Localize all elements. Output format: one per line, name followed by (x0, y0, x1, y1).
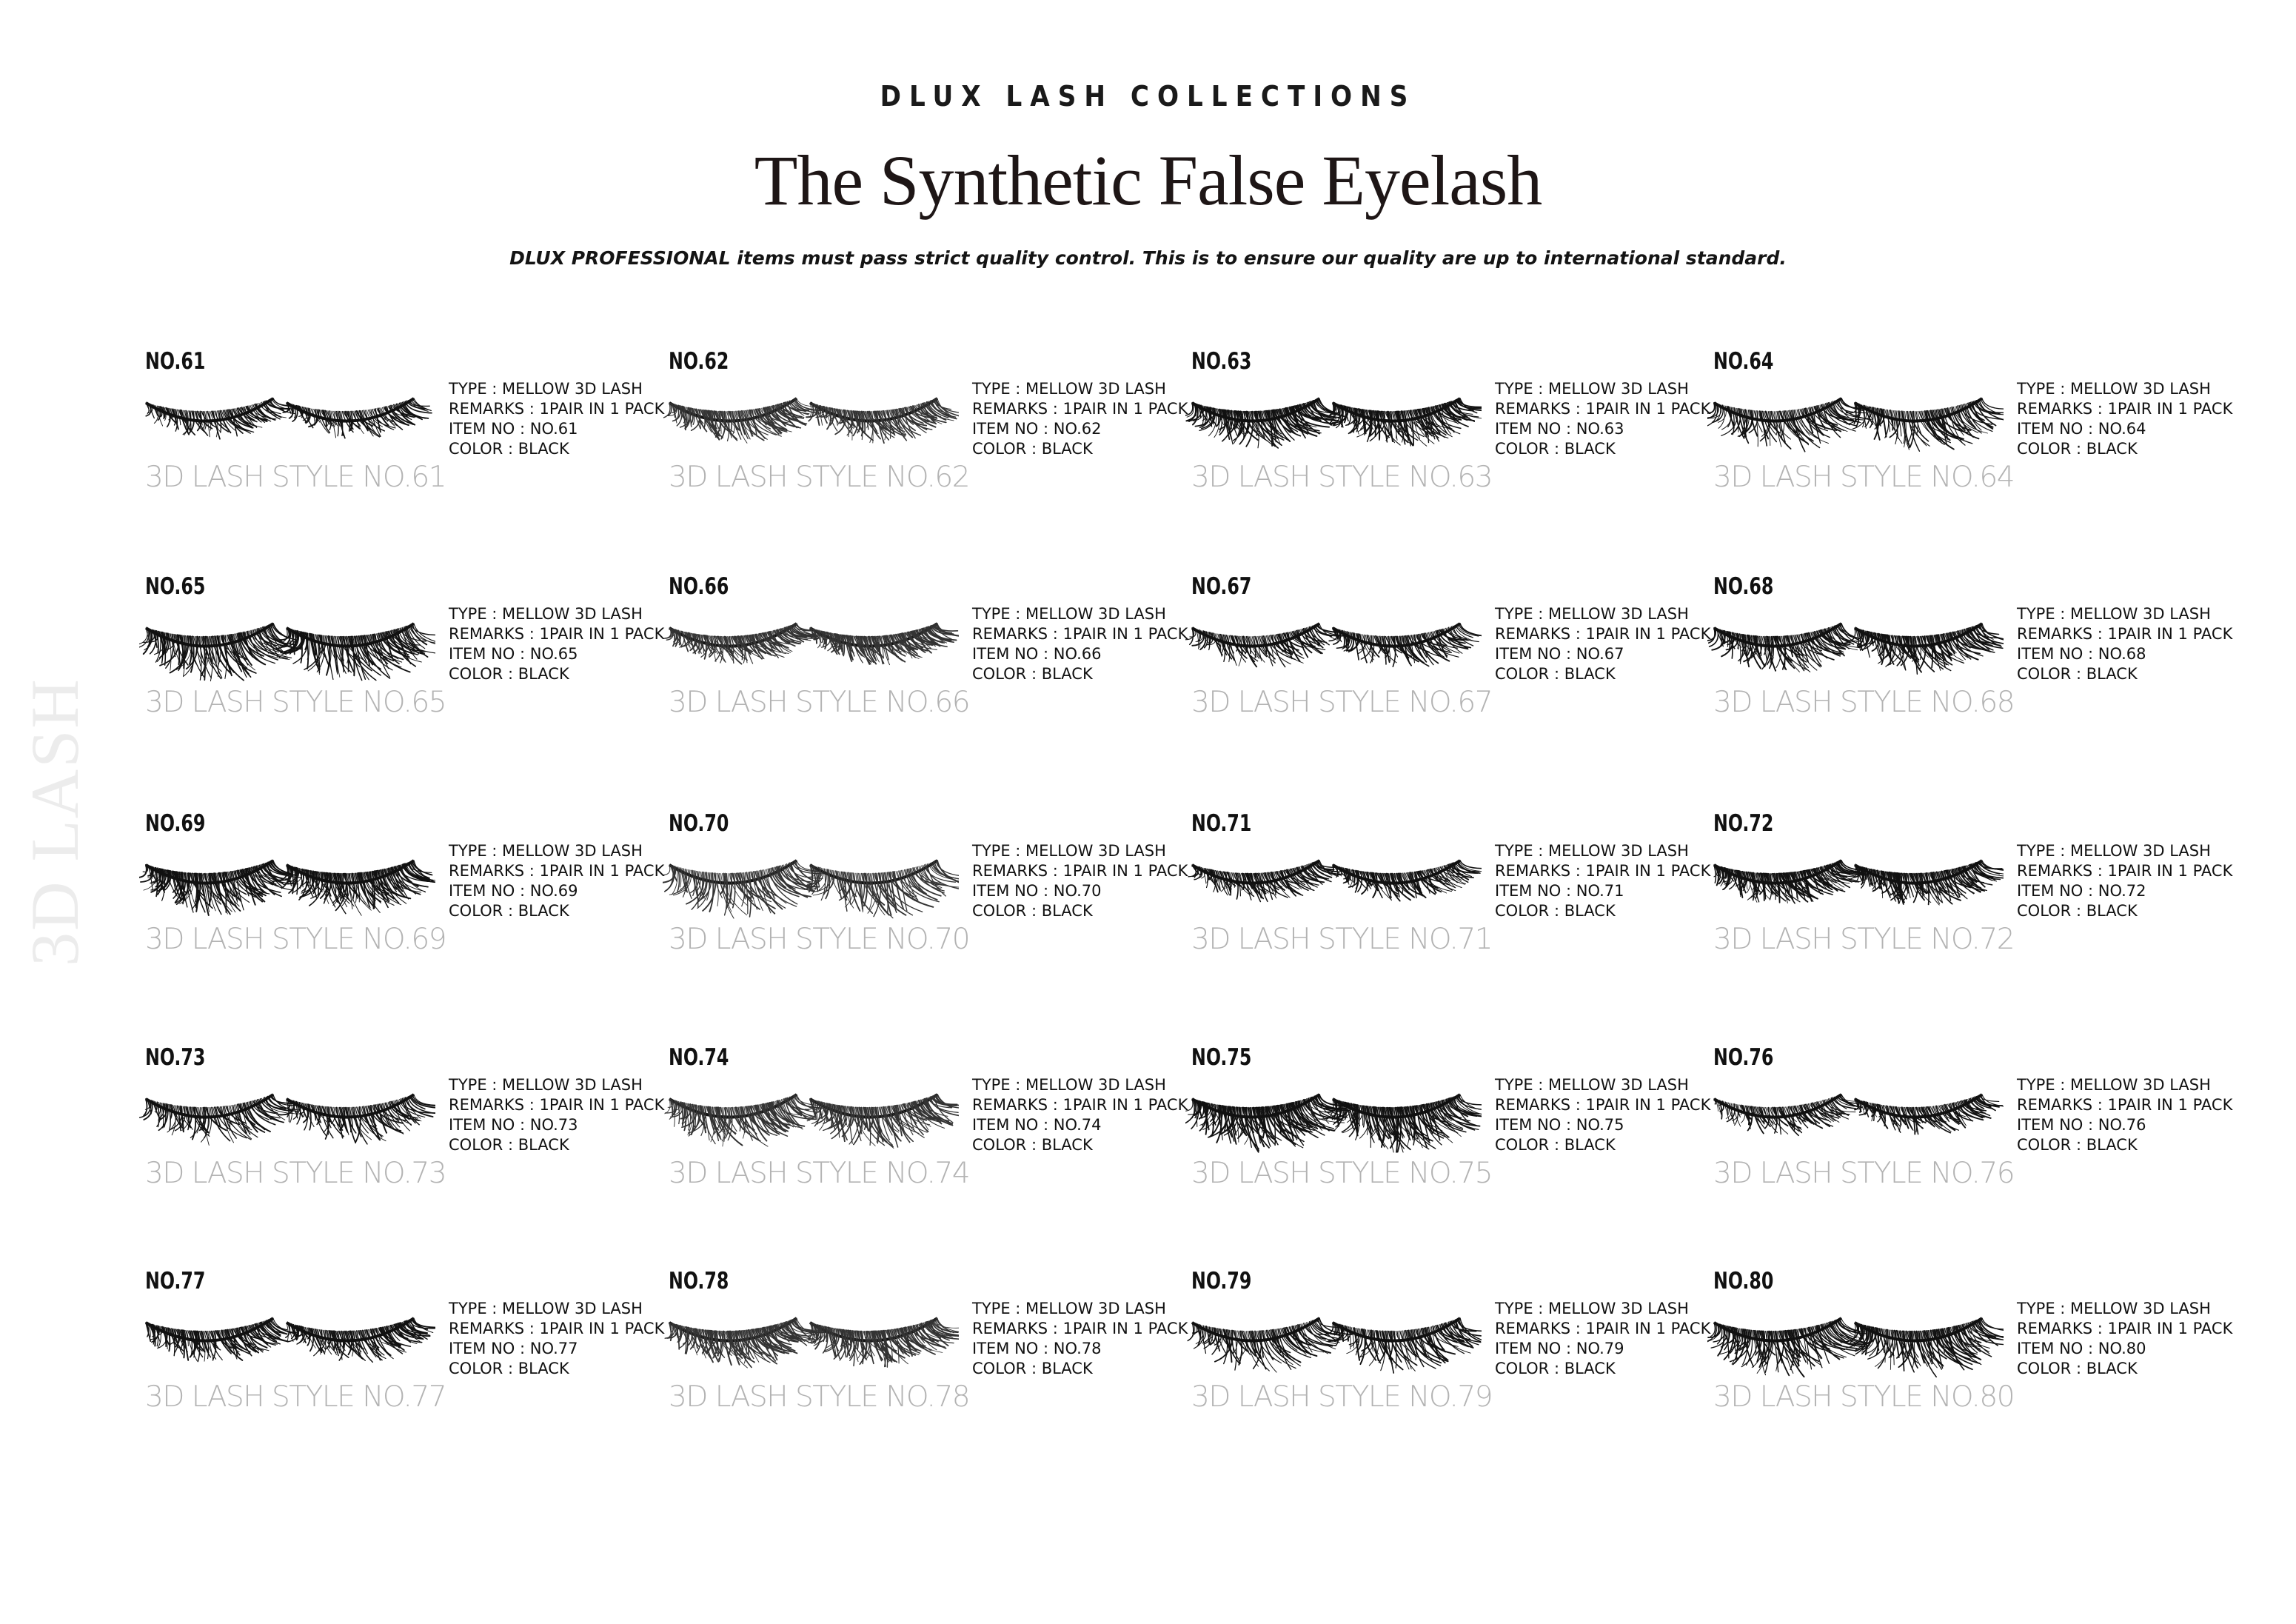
product-number: NO.66 (669, 573, 729, 600)
lash-strip-icon (1714, 1095, 1861, 1135)
product-details (449, 841, 664, 921)
product-card[interactable] (145, 573, 678, 736)
product-remarks-text: REMARKS : 1PAIR IN 1 PACK (972, 1320, 1188, 1337)
product-type-text: TYPE : MELLOW 3D LASH (1495, 842, 1689, 860)
product-style-name: 3D LASH STYLE NO.79 (1191, 1380, 1493, 1414)
product-type-text: TYPE : MELLOW 3D LASH (449, 605, 643, 623)
product-item-no-text: ITEM NO : NO.68 (2017, 645, 2146, 663)
lash-strip-icon (809, 1318, 960, 1367)
lash-strip-icon (278, 1095, 435, 1144)
product-style-name: 3D LASH STYLE NO.67 (1191, 686, 1493, 719)
product-type-text: TYPE : MELLOW 3D LASH (449, 1076, 643, 1094)
lash-strip-icon (1185, 1095, 1351, 1152)
lash-strip-icon (1855, 1095, 2004, 1135)
product-style-name: 3D LASH STYLE NO.80 (1713, 1380, 2015, 1414)
product-type-text: TYPE : MELLOW 3D LASH (449, 380, 643, 398)
product-number: NO.80 (1713, 1268, 1774, 1294)
product-remarks-text: REMARKS : 1PAIR IN 1 PACK (1495, 1320, 1711, 1337)
product-card[interactable] (1713, 573, 2246, 736)
product-number: NO.69 (145, 810, 206, 837)
product-item-no-text: ITEM NO : NO.64 (2017, 420, 2146, 438)
lash-pair-image (139, 601, 435, 683)
lash-pair-image (1185, 601, 1482, 683)
product-color-text: COLOR : BLACK (2017, 665, 2138, 683)
product-color-text: COLOR : BLACK (2017, 1360, 2138, 1377)
product-color-text: COLOR : BLACK (2017, 1136, 2138, 1154)
product-card[interactable] (1191, 1268, 1724, 1431)
product-details (2017, 1075, 2232, 1155)
lash-strip-icon (276, 624, 435, 681)
product-color-text: COLOR : BLACK (972, 665, 1093, 683)
product-details (449, 379, 664, 459)
product-details (1495, 604, 1710, 684)
lash-pair-image (139, 1296, 435, 1377)
product-card[interactable] (669, 810, 1202, 973)
product-color-text: COLOR : BLACK (972, 1136, 1093, 1154)
product-remarks-text: REMARKS : 1PAIR IN 1 PACK (449, 862, 665, 880)
product-item-no-text: ITEM NO : NO.65 (449, 645, 578, 663)
product-color-text: COLOR : BLACK (972, 1360, 1093, 1377)
product-details (449, 604, 664, 684)
product-item-no-text: ITEM NO : NO.78 (972, 1340, 1102, 1357)
lash-strip-icon (1328, 861, 1482, 901)
product-details (972, 604, 1188, 684)
product-color-text: COLOR : BLACK (1495, 440, 1616, 458)
product-color-text: COLOR : BLACK (1495, 1136, 1616, 1154)
product-number: NO.64 (1713, 348, 1774, 375)
product-card[interactable] (1191, 348, 1724, 511)
product-color-text: COLOR : BLACK (449, 440, 569, 458)
lash-strip-icon (1707, 398, 1871, 452)
lash-strip-icon (1317, 1318, 1482, 1373)
product-type-text: TYPE : MELLOW 3D LASH (449, 842, 643, 860)
product-style-name: 3D LASH STYLE NO.65 (145, 686, 446, 719)
product-type-text: TYPE : MELLOW 3D LASH (972, 842, 1166, 860)
lash-strip-icon (1707, 1318, 1870, 1377)
lash-pair-image (663, 838, 959, 920)
lash-strip-icon (286, 1318, 435, 1362)
product-item-no-text: ITEM NO : NO.75 (1495, 1116, 1624, 1134)
product-style-name: 3D LASH STYLE NO.72 (1713, 923, 2015, 956)
product-item-no-text: ITEM NO : NO.80 (2017, 1340, 2146, 1357)
product-number: NO.62 (669, 348, 729, 375)
product-number: NO.77 (145, 1268, 206, 1294)
product-style-name: 3D LASH STYLE NO.64 (1713, 461, 2015, 494)
lash-pair-image (663, 1296, 959, 1377)
lash-strip-icon (1847, 398, 2004, 451)
product-details (972, 379, 1188, 459)
product-type-text: TYPE : MELLOW 3D LASH (972, 1300, 1166, 1317)
product-color-text: COLOR : BLACK (2017, 440, 2138, 458)
product-style-name: 3D LASH STYLE NO.77 (145, 1380, 446, 1414)
product-type-text: TYPE : MELLOW 3D LASH (449, 1300, 643, 1317)
lash-strip-icon (1188, 861, 1342, 902)
side-watermark-label: 3D LASH (17, 678, 93, 966)
product-type-text: TYPE : MELLOW 3D LASH (2017, 1300, 2211, 1317)
lash-strip-icon (1329, 398, 1482, 446)
product-details (972, 1075, 1188, 1155)
lash-pair-image (1185, 1072, 1482, 1154)
lash-pair-image (139, 838, 435, 920)
product-details (1495, 1075, 1710, 1155)
product-number: NO.73 (145, 1044, 206, 1071)
product-remarks-text: REMARKS : 1PAIR IN 1 PACK (972, 625, 1188, 643)
product-number: NO.72 (1713, 810, 1774, 837)
product-remarks-text: REMARKS : 1PAIR IN 1 PACK (2017, 1320, 2233, 1337)
product-item-no-text: ITEM NO : NO.74 (972, 1116, 1102, 1134)
product-remarks-text: REMARKS : 1PAIR IN 1 PACK (449, 625, 665, 643)
product-remarks-text: REMARKS : 1PAIR IN 1 PACK (449, 1096, 665, 1114)
product-type-text: TYPE : MELLOW 3D LASH (2017, 605, 2211, 623)
lash-strip-icon (1714, 861, 1872, 903)
product-card[interactable] (669, 1268, 1202, 1431)
product-card[interactable] (669, 1044, 1202, 1207)
product-item-no-text: ITEM NO : NO.62 (972, 420, 1102, 438)
product-number: NO.79 (1191, 1268, 1252, 1294)
lash-strip-icon (146, 1318, 297, 1362)
lash-pair-image (139, 376, 435, 458)
product-remarks-text: REMARKS : 1PAIR IN 1 PACK (972, 1096, 1188, 1114)
lash-pair-image (1185, 1296, 1482, 1377)
product-remarks-text: REMARKS : 1PAIR IN 1 PACK (972, 400, 1188, 418)
product-style-name: 3D LASH STYLE NO.71 (1191, 923, 1493, 956)
product-type-text: TYPE : MELLOW 3D LASH (2017, 380, 2211, 398)
lash-strip-icon (665, 1318, 826, 1368)
product-number: NO.71 (1191, 810, 1252, 837)
product-number: NO.70 (669, 810, 729, 837)
product-style-name: 3D LASH STYLE NO.76 (1713, 1157, 2015, 1190)
page-subtitle: DLUX PROFESSIONAL items must pass strict quality control. This is to ensure our quality are up to international standard. (509, 247, 1787, 269)
lash-strip-icon (1850, 861, 2004, 905)
product-type-text: TYPE : MELLOW 3D LASH (972, 605, 1166, 623)
lash-pair-image (663, 376, 959, 458)
product-color-text: COLOR : BLACK (972, 902, 1093, 920)
product-item-no-text: ITEM NO : NO.71 (1495, 882, 1624, 900)
lash-strip-icon (1844, 624, 2004, 674)
product-color-text: COLOR : BLACK (2017, 902, 2138, 920)
lash-pair-image (663, 1072, 959, 1154)
product-color-text: COLOR : BLACK (449, 1360, 569, 1377)
product-style-name: 3D LASH STYLE NO.70 (669, 923, 970, 956)
product-number: NO.61 (145, 348, 206, 375)
lash-strip-icon (810, 624, 959, 665)
product-style-name: 3D LASH STYLE NO.69 (145, 923, 446, 956)
product-number: NO.63 (1191, 348, 1252, 375)
product-style-name: 3D LASH STYLE NO.78 (669, 1380, 970, 1414)
product-type-text: TYPE : MELLOW 3D LASH (2017, 842, 2211, 860)
lash-strip-icon (663, 861, 825, 918)
product-style-name: 3D LASH STYLE NO.63 (1191, 461, 1493, 494)
brand-heading: DLUX LASH COLLECTIONS (880, 80, 1416, 113)
product-item-no-text: ITEM NO : NO.69 (449, 882, 578, 900)
product-type-text: TYPE : MELLOW 3D LASH (1495, 605, 1689, 623)
lash-pair-image (663, 601, 959, 683)
lash-pair-image (139, 1072, 435, 1154)
product-remarks-text: REMARKS : 1PAIR IN 1 PACK (1495, 1096, 1711, 1114)
lash-strip-icon (665, 1095, 824, 1146)
product-type-text: TYPE : MELLOW 3D LASH (972, 1076, 1166, 1094)
lash-pair-image (1707, 601, 2004, 683)
product-details (449, 1299, 664, 1379)
product-card[interactable] (1713, 810, 2246, 973)
product-color-text: COLOR : BLACK (1495, 902, 1616, 920)
lash-strip-icon (665, 624, 823, 664)
lash-pair-image (1707, 1296, 2004, 1377)
product-details (449, 1075, 664, 1155)
product-remarks-text: REMARKS : 1PAIR IN 1 PACK (1495, 862, 1711, 880)
product-remarks-text: REMARKS : 1PAIR IN 1 PACK (972, 862, 1188, 880)
lash-strip-icon (139, 624, 301, 681)
lash-strip-icon (283, 398, 432, 438)
lash-strip-icon (273, 861, 435, 915)
product-style-name: 3D LASH STYLE NO.61 (145, 461, 446, 494)
lash-strip-icon (139, 861, 301, 915)
lash-strip-icon (1841, 1318, 2004, 1377)
lash-strip-icon (1329, 624, 1482, 666)
lash-pair-image (1707, 1072, 2004, 1154)
product-remarks-text: REMARKS : 1PAIR IN 1 PACK (449, 1320, 665, 1337)
product-color-text: COLOR : BLACK (1495, 665, 1616, 683)
product-details (1495, 1299, 1710, 1379)
product-item-no-text: ITEM NO : NO.70 (972, 882, 1102, 900)
lash-strip-icon (146, 398, 298, 439)
product-remarks-text: REMARKS : 1PAIR IN 1 PACK (1495, 625, 1711, 643)
product-card[interactable] (1191, 810, 1724, 973)
product-details (1495, 379, 1710, 459)
product-style-name: 3D LASH STYLE NO.73 (145, 1157, 446, 1190)
product-number: NO.67 (1191, 573, 1252, 600)
product-item-no-text: ITEM NO : NO.76 (2017, 1116, 2146, 1134)
product-card[interactable] (145, 1268, 678, 1431)
lash-strip-icon (805, 861, 959, 918)
product-style-name: 3D LASH STYLE NO.74 (669, 1157, 970, 1190)
product-details (1495, 841, 1710, 921)
lash-strip-icon (140, 1095, 302, 1146)
product-details (2017, 379, 2232, 459)
product-type-text: TYPE : MELLOW 3D LASH (1495, 1300, 1689, 1317)
lash-strip-icon (664, 398, 825, 443)
product-number: NO.75 (1191, 1044, 1252, 1071)
product-card[interactable] (1713, 1044, 2246, 1207)
product-card[interactable] (669, 348, 1202, 511)
product-details (2017, 604, 2232, 684)
product-remarks-text: REMARKS : 1PAIR IN 1 PACK (449, 400, 665, 418)
product-remarks-text: REMARKS : 1PAIR IN 1 PACK (2017, 625, 2233, 643)
product-item-no-text: ITEM NO : NO.67 (1495, 645, 1624, 663)
product-details (2017, 1299, 2232, 1379)
product-remarks-text: REMARKS : 1PAIR IN 1 PACK (2017, 1096, 2233, 1114)
lash-pair-image (1185, 838, 1482, 920)
product-item-no-text: ITEM NO : NO.61 (449, 420, 578, 438)
product-color-text: COLOR : BLACK (449, 902, 569, 920)
product-type-text: TYPE : MELLOW 3D LASH (1495, 1076, 1689, 1094)
product-style-name: 3D LASH STYLE NO.68 (1713, 686, 2015, 719)
lash-pair-image (1707, 376, 2004, 458)
page-title: The Synthetic False Eyelash (754, 141, 1542, 220)
product-card[interactable] (145, 1044, 678, 1207)
product-type-text: TYPE : MELLOW 3D LASH (1495, 380, 1689, 398)
product-details (972, 1299, 1188, 1379)
lash-strip-icon (1319, 1095, 1482, 1152)
product-card[interactable] (1191, 573, 1724, 736)
product-color-text: COLOR : BLACK (1495, 1360, 1616, 1377)
product-item-no-text: ITEM NO : NO.79 (1495, 1340, 1624, 1357)
lash-strip-icon (1707, 624, 1864, 672)
product-remarks-text: REMARKS : 1PAIR IN 1 PACK (2017, 862, 2233, 880)
lash-strip-icon (806, 398, 959, 443)
lash-strip-icon (1188, 1318, 1352, 1372)
product-number: NO.78 (669, 1268, 729, 1294)
lash-pair-image (1185, 376, 1482, 458)
product-number: NO.74 (669, 1044, 729, 1071)
product-type-text: TYPE : MELLOW 3D LASH (2017, 1076, 2211, 1094)
product-card[interactable] (1713, 348, 2246, 511)
product-item-no-text: ITEM NO : NO.66 (972, 645, 1102, 663)
lash-strip-icon (1185, 398, 1345, 448)
product-remarks-text: REMARKS : 1PAIR IN 1 PACK (1495, 400, 1711, 418)
product-details (2017, 841, 2232, 921)
product-details (972, 841, 1188, 921)
product-item-no-text: ITEM NO : NO.77 (449, 1340, 578, 1357)
product-style-name: 3D LASH STYLE NO.66 (669, 686, 970, 719)
product-number: NO.76 (1713, 1044, 1774, 1071)
product-style-name: 3D LASH STYLE NO.75 (1191, 1157, 1493, 1190)
product-item-no-text: ITEM NO : NO.73 (449, 1116, 578, 1134)
product-card[interactable] (1713, 1268, 2246, 1431)
product-item-no-text: ITEM NO : NO.72 (2017, 882, 2146, 900)
product-card[interactable] (669, 573, 1202, 736)
product-style-name: 3D LASH STYLE NO.62 (669, 461, 970, 494)
product-color-text: COLOR : BLACK (449, 1136, 569, 1154)
product-number: NO.65 (145, 573, 206, 600)
lash-strip-icon (1185, 624, 1347, 667)
product-card[interactable] (145, 810, 678, 973)
product-color-text: COLOR : BLACK (972, 440, 1093, 458)
product-color-text: COLOR : BLACK (449, 665, 569, 683)
lash-pair-image (1707, 838, 2004, 920)
product-item-no-text: ITEM NO : NO.63 (1495, 420, 1624, 438)
product-type-text: TYPE : MELLOW 3D LASH (972, 380, 1166, 398)
product-card[interactable] (1191, 1044, 1724, 1207)
product-number: NO.68 (1713, 573, 1774, 600)
lash-strip-icon (806, 1095, 959, 1148)
product-remarks-text: REMARKS : 1PAIR IN 1 PACK (2017, 400, 2233, 418)
product-card[interactable] (145, 348, 678, 511)
